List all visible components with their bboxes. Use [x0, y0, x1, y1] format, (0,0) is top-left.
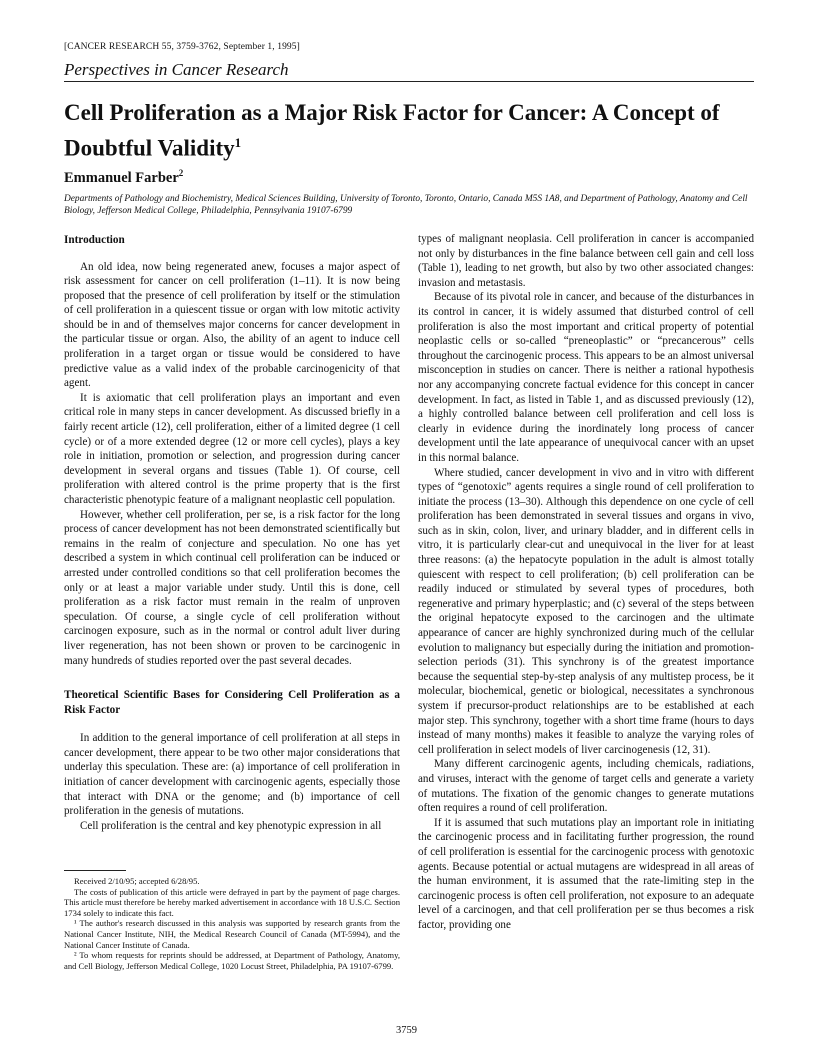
heading-introduction: Introduction — [64, 234, 125, 246]
title-footnote-marker: 1 — [234, 135, 242, 150]
footnote-2: ² To whom requests for reprints should be addressed, at Department of Pathology, Anatomy, and Cell Biology, Jefferson Medical College, 1020 Locust Street, Philadelphia, PA 19107-6799. — [64, 950, 400, 971]
left-column — [64, 233, 400, 833]
footnote-1: ¹ The author's research discussed in this analysis was supported by research grants from the National Cancer Institute, NIH, the Medical Research Council of Canada (MT-5994), and the National Cancer Institute of Canada. — [64, 918, 400, 950]
author-name — [64, 168, 183, 187]
right-paragraph-2: Because of its pivotal role in cancer, and because of the disturbances in its control in cancer, it is widely assumed that disturbed control of cell proliferation is also the most important and critical property of potential neoplastic cells or so-called “preneoplastic” or “precancerous” cells throughout the carcinogenic process. This appears to be an almost universal misconception in studies on cancer. There is neither a rational hypothesis nor any accompanying concrete factual evidence for this concept in cancer development. In fact, as listed in Table 1, and as discussed previously (12), a highly controlled balance between cell proliferation and cell loss is clearly in evidence during the inordinately long process of cancer development until the late appearance of unequivocal cancer with an upset in this normal balance. — [418, 291, 754, 464]
footnotes — [64, 876, 400, 971]
right-paragraph-3: Where studied, cancer development in vivo and in vitro with different types of “genotoxic” agents requires a single round of cell proliferation to initiate the process (13–30). Although this dependence on one cycle of cell proliferation has been demonstrated in several tissues and organs in vivo, such as in skin, colon, liver, and urinary bladder, and in different cells in vitro, it is particularly clear-cut and unequivocal in the liver for at least three reasons: (a) the hepatocyte population in the adult is almost totally quiescent with respect to cell proliferation; (b) cell proliferation can be readily induced or stimulated by several types of procedures, both regenerative and primary hyperplastic; and (c) several of the steps between the original hepatocyte exposed to the carcinogen and the ultimate appearance of cancer are highly synchronized during much of the cellular evolution to malignancy but especially during the initiation and promotion-selection periods (31). This synchrony is of the greatest importance because the sequential step-by-step analysis of any multistep process, be it molecular, biochemical, genetic or biological, necessitates a synchronous system if precursor-product relationships are to be established at each major step. This synchrony, together with a short time frame (hours to days instead of many months) makes it feasible to analyze the varying roles of cell proliferation in select models of liver carcinogenesis (12, 31). — [418, 466, 754, 756]
author-name-text: Emmanuel Farber — [64, 169, 179, 186]
theory-paragraph-2: Cell proliferation is the central and key phenotypic expression in all — [80, 819, 382, 832]
author-footnote-marker: 2 — [178, 168, 184, 178]
right-paragraph-1: types of malignant neoplasia. Cell proliferation in cancer is accompanied not only by disturbances in the fine balance between cell gain and cell loss (Table 1), leading to net growth, but also by two other associated changes: invasion and metastasis. — [418, 233, 754, 289]
heading-theoretical-bases: Theoretical Scientific Bases for Considering Cell Proliferation as a Risk Factor — [64, 689, 400, 716]
section-label: Perspectives in Cancer Research — [64, 60, 289, 79]
article-title-text: Cell Proliferation as a Major Risk Factor for Cancer: A Concept of Doubtful Validity — [64, 100, 720, 161]
intro-paragraph-1: An old idea, now being regenerated anew, focuses a major aspect of risk assessment for cancer on cell proliferation (1–11). It is now being proposed that the presence of cell proliferation by itself or the stimulation of cell proliferation in a quiescent tissue or organ with low mitotic activity should be in and of themselves major concerns for cancer development in the particular tissue or organ. Also, the ability of an agent to induce cell proliferation in a target organ or tissue would be considered to have predictive value as a valid index of the probable carcinogenicity of that agent. — [64, 260, 400, 390]
header-rule — [64, 81, 754, 82]
right-column — [418, 232, 754, 933]
intro-paragraph-2: It is axiomatic that cell proliferation plays an important and even critical role in many steps in cancer development. As discussed briefly in a fairly recent article (12), cell proliferation, either of a limited degree (1 cell cycle) or of a more extended degree (12 or more cell cycles), plays a key role in initiation, promotion or selection, and progression during cancer development in several organs and tissues (Table 1). Of course, cell proliferation with altered control is the prime property that is the first characteristic phenotypic feature of a malignant neoplastic cell population. — [64, 391, 400, 506]
page-number: 3759 — [396, 1025, 417, 1036]
theory-paragraph-1: In addition to the general importance of cell proliferation at all steps in cancer development, there appear to be two other major considerations that underlay this speculation. These are: (a) importance of cell proliferation in initiation of cancer development with carcinogenic agents, especially those that interact with DNA or the genome; and (b) importance of cell proliferation in the genesis of mutations. — [64, 732, 400, 818]
journal-header: [CANCER RESEARCH 55, 3759-3762, September 1, 1995] — [64, 42, 300, 52]
right-paragraph-5: If it is assumed that such mutations play an important role in initiating the carcinogenic process and in facilitating further progression, the round of cell proliferation is essential for the carcinogenic process with genotoxic agents. Because potential or actual mutagens are widespread in all areas of the human environment, it is assumed that the rate-limiting step in the carcinogenic process is often cell proliferation, not exposure to an adequate level of a carcinogen, and that cell proliferation per se thus becomes a risk factor, providing one — [418, 816, 754, 931]
article-title — [64, 98, 744, 164]
footnote-rule — [64, 870, 126, 871]
footnote-costs: The costs of publication of this article were defrayed in part by the payment of page charges. This article must therefore be hereby marked advertisement in accordance with 18 U.S.C. Section 1734 solely to indicate this fact. — [64, 886, 400, 918]
right-paragraph-4: Many different carcinogenic agents, including chemicals, radiations, and viruses, interact with the genome of target cells and generate a variety of mutations. The fixation of the genomic changes to generate mutations often requires a round of cell proliferation. — [418, 758, 754, 815]
footnote-received: Received 2/10/95; accepted 6/28/95. — [74, 876, 200, 886]
affiliation: Departments of Pathology and Biochemistry, Medical Sciences Building, University of Toronto, Toronto, Ontario, Canada M5S 1A8, and Department of Pathology, Anatomy and Cell Biology, Jefferson Medical College, Philadelphia, Pennsylvania 19107-6799 — [64, 194, 748, 216]
intro-paragraph-3: However, whether cell proliferation, per se, is a risk factor for the long process of cancer development has not been demonstrated scientifically but remains in the realm of conjecture and speculation. No one has yet described a system in which continual cell proliferation can be induced or arrested under controlled conditions so that cell proliferation becomes the only or at least a major variable under study. Until this is done, cell proliferation as a risk factor must remain in the realm of unproven speculation. Of course, a single cycle of cell proliferation without carcinogen exposure, such as in the normal or control adult liver during liver regeneration, has not been shown or proven to be carcinogenic in many hundreds of studies reported over the past several decades. — [64, 508, 400, 667]
